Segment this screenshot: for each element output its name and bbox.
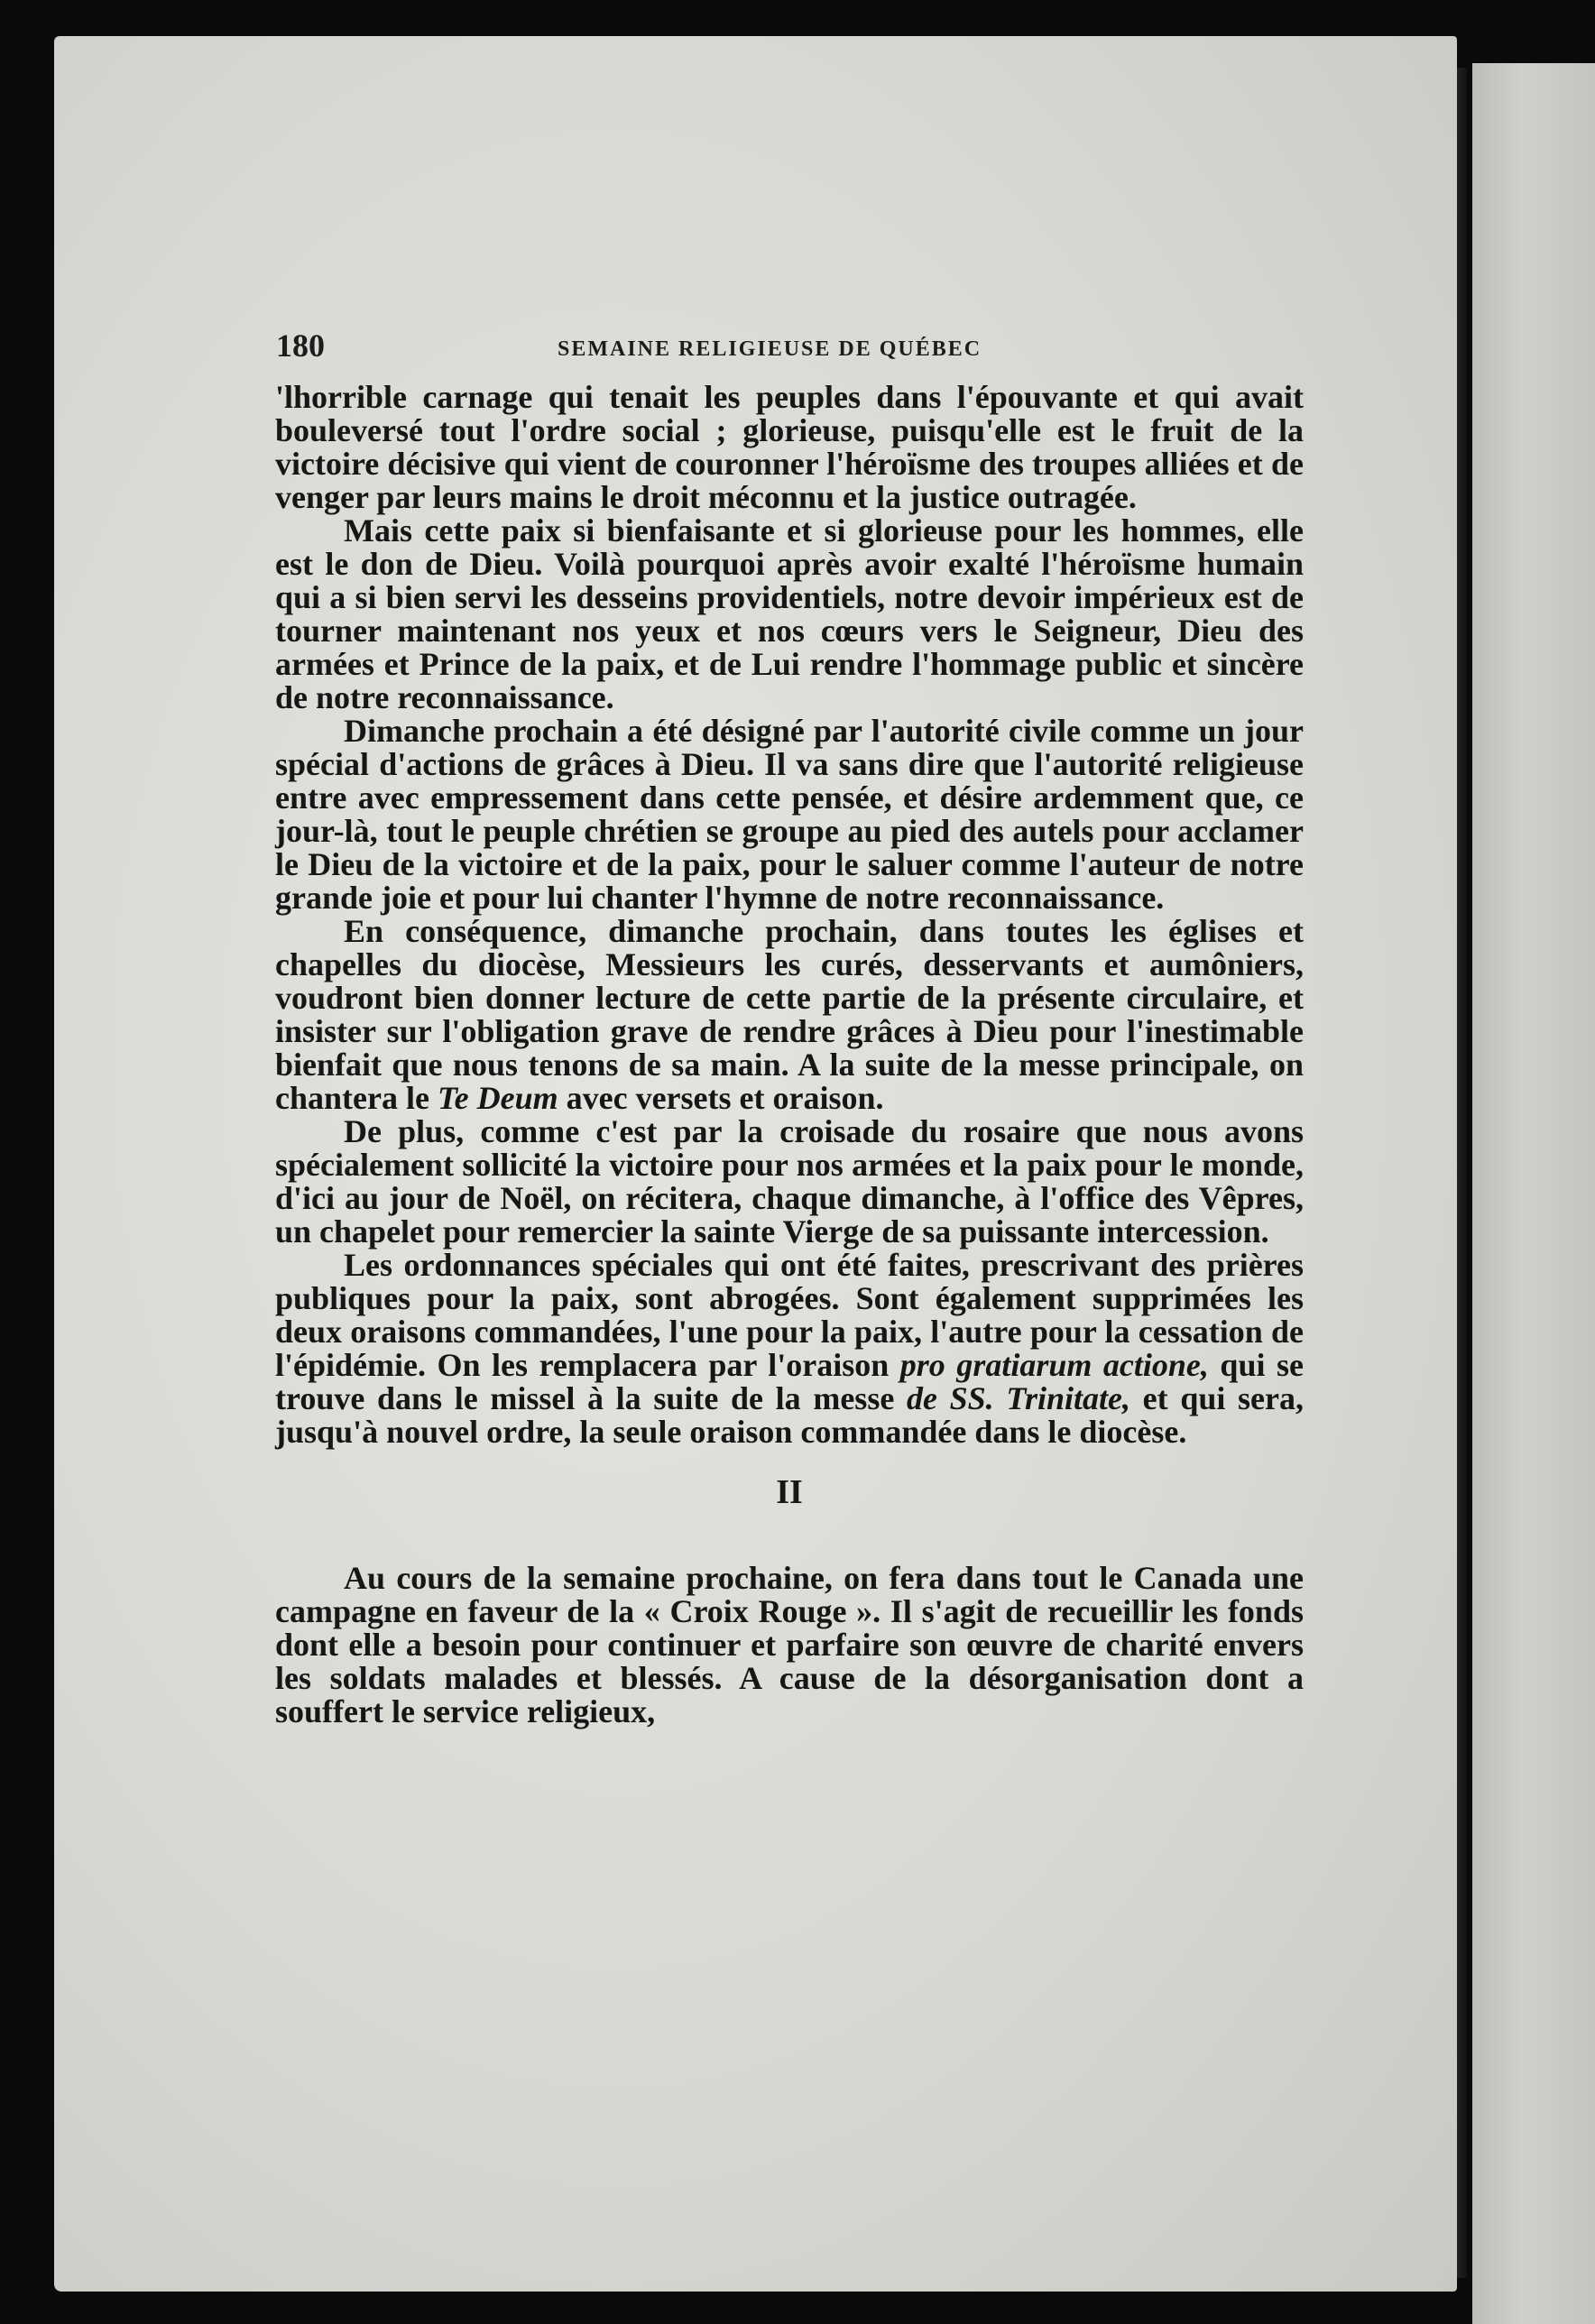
body-text	[275, 381, 1304, 1729]
paragraph-p2	[275, 514, 1304, 715]
paragraph-text: Mais cette paix si bienfaisante et si glorieuse pour les hommes, elle est le don de Dieu. Voilà pourquoi après avoir exalté l'héroïsme humain qui a si bien servi les desseins providentiels, notre devoir impérieux est de tourner maintenant nos yeux et nos cœurs vers le Seigneur, Dieu des armées et Prince de la paix, et de Lui rendre l'hommage public et sincère de notre reconnaissance.	[275, 512, 1304, 715]
paragraph-text: Au cours de la semaine prochaine, on fera dans tout le Canada une campagne en faveur de la « Croix Rouge ». Il s'agit de recueillir les fonds dont elle a besoin pour continuer et parfaire son œuvre de charité envers les soldats malades et blessés. A cause de la désorganisation dont a souffert le service religieux,	[275, 1560, 1304, 1729]
paragraph-p5	[275, 1115, 1304, 1249]
adjacent-page-edge	[1472, 63, 1595, 2324]
paragraph-p6	[275, 1249, 1304, 1449]
paragraph-text: qui se trouve dans le missel à la suite de la messe	[275, 1347, 1304, 1416]
journal-title: SEMAINE RELIGIEUSE DE QUÉBEC	[558, 337, 982, 361]
section-heading: II	[776, 1473, 803, 1511]
paragraph-text: et qui sera, jusqu'à nouvel ordre, la seule oraison commandée dans le diocèse.	[275, 1380, 1304, 1450]
running-head	[276, 327, 1106, 372]
section-one	[275, 381, 1304, 1449]
paragraph-p7	[275, 1562, 1304, 1729]
paragraph-text: 'lhorrible carnage qui tenait les peuples dans l'épouvante et qui avait bouleversé tout l'ordre social ; glorieuse, puisqu'elle est le fruit de la victoire décisive qui vient de couronner l'héroïsme des troupes alliées et de venger par leurs mains le droit méconnu et la justice outragée.	[275, 379, 1304, 515]
paragraph-text: En conséquence, dimanche prochain, dans toutes les églises et chapelles du diocèse, Messieurs les curés, desservants et aumôniers, voudront bien donner lecture de cette partie de la présente circulaire, et insister sur l'obligation grave de rendre grâces à Dieu pour l'inestimable bienfait que nous tenons de sa main. A la suite de la messe principale, on chantera le	[275, 913, 1304, 1116]
paragraph-text: Les ordonnances spéciales qui ont été faites, prescrivant des prières publiques pour la paix, sont abrogées. Sont également supprimées les deux oraisons commandées, l'une pour la paix, l'autre pour la cessation de l'épidémie. On les remplacera par l'oraison	[275, 1247, 1304, 1383]
paragraph-text: avec versets et oraison.	[558, 1080, 884, 1116]
italic-text: Te Deum	[437, 1080, 558, 1116]
paragraph-p1	[275, 381, 1304, 514]
italic-text: pro gratiarum actione,	[899, 1347, 1209, 1383]
paragraph-text: De plus, comme c'est par la croisade du rosaire que nous avons spécialement sollicité la victoire pour nos armées et la paix pour le monde, d'ici au jour de Noël, on récitera, chaque dimanche, à l'office des Vêpres, un chapelet pour remercier la sainte Vierge de sa puissante intercession.	[275, 1113, 1304, 1250]
section-two	[275, 1562, 1304, 1729]
italic-text: de SS. Trinitate,	[906, 1380, 1131, 1416]
page-number: 180	[276, 327, 325, 364]
paragraph-p3	[275, 715, 1304, 915]
paragraph-p4	[275, 915, 1304, 1115]
paragraph-text: Dimanche prochain a été désigné par l'autorité civile comme un jour spécial d'actions de grâces à Dieu. Il va sans dire que l'autorité religieuse entre avec empressement dans cette pensée, et désire ardemment que, ce jour-là, tout le peuple chrétien se groupe au pied des autels pour acclamer le Dieu de la victoire et de la paix, pour le saluer comme l'auteur de notre grande joie et pour lui chanter l'hymne de notre reconnaissance.	[275, 713, 1304, 916]
